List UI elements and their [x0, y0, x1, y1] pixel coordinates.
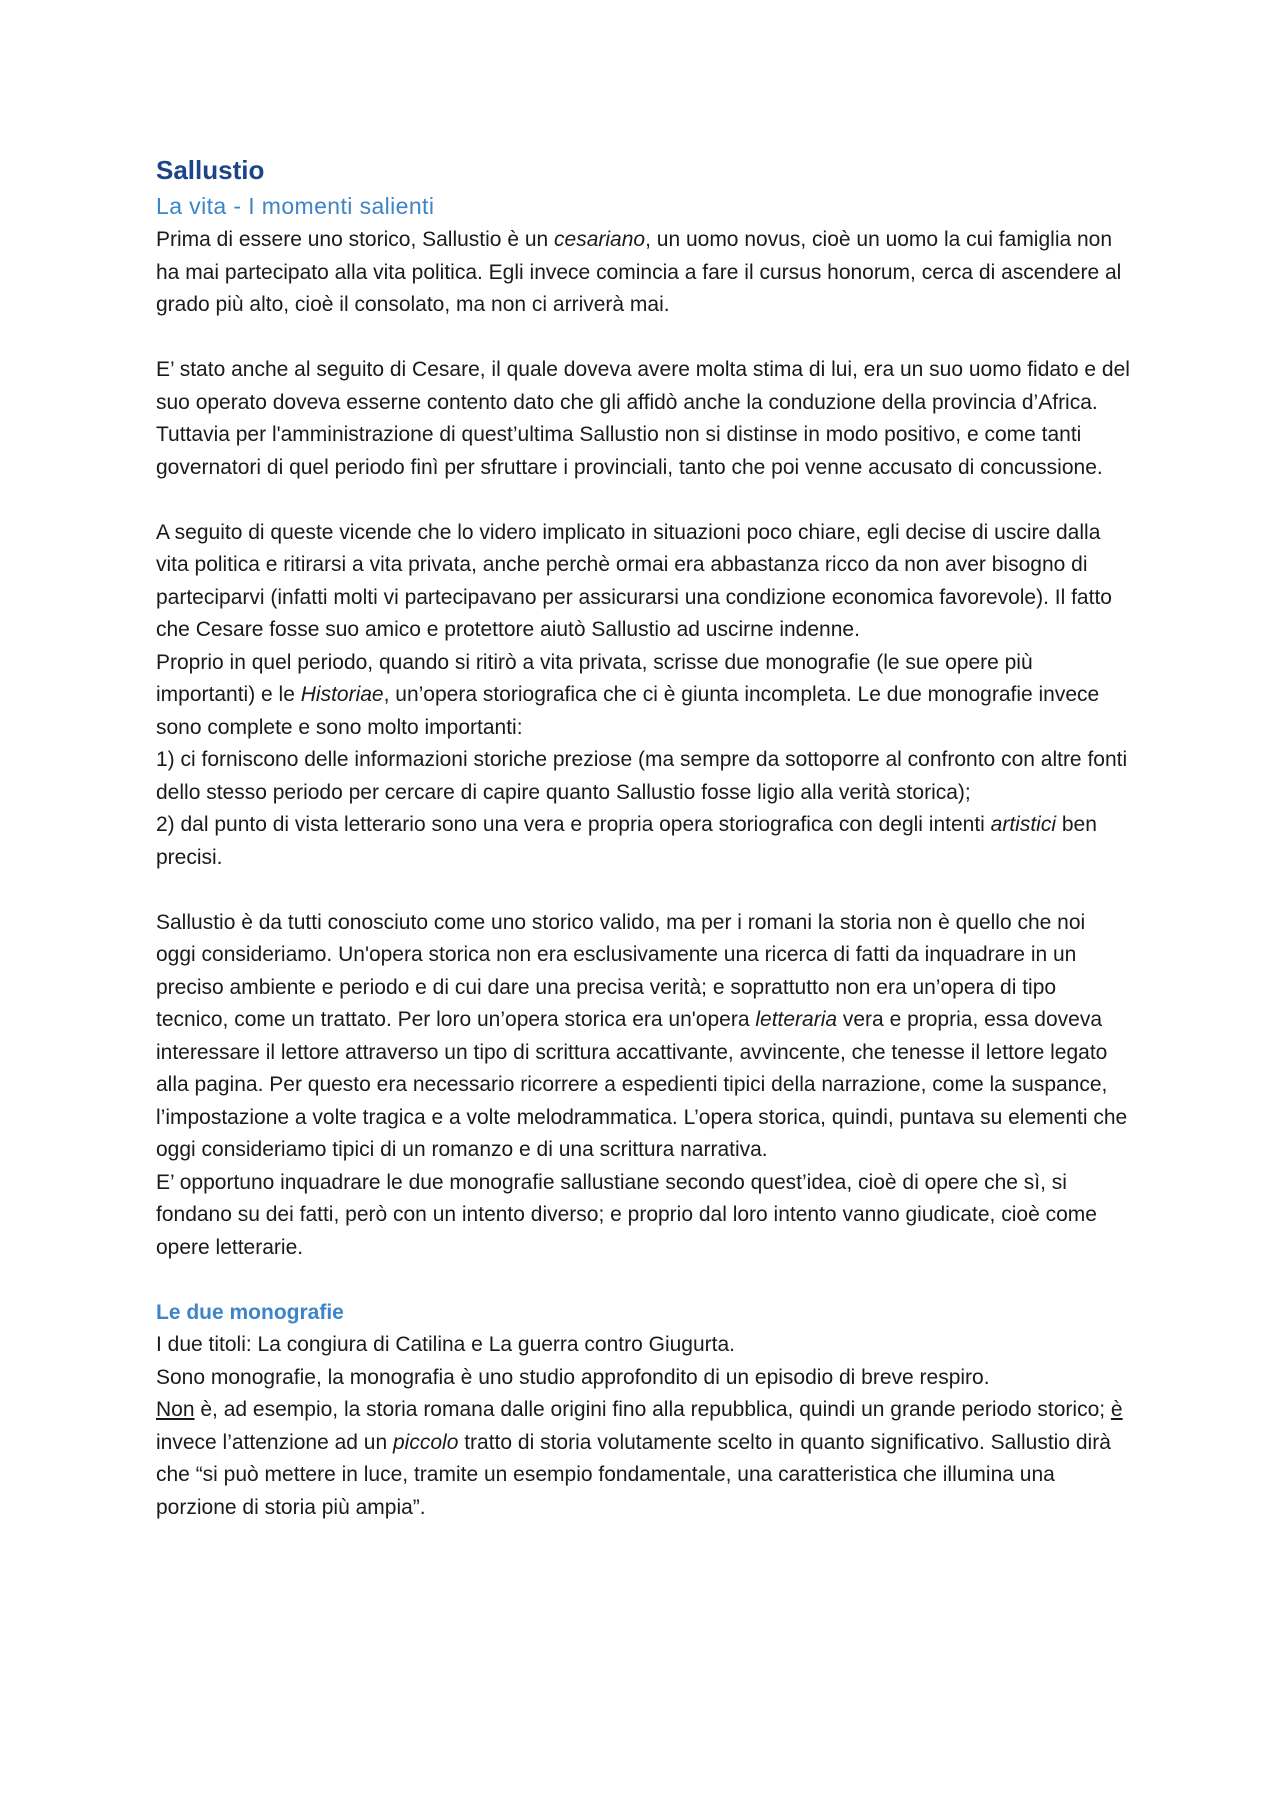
text-run: Proprio in quel periodo, quando si ritirò a vita privata, scrisse due monografie (le sue opere più importanti) e le — [156, 650, 1033, 706]
document-title: Sallustio — [156, 155, 265, 185]
paragraph-2: E’ stato anche al seguito di Cesare, il quale doveva avere molta stima di lui, era un suo uomo fidato e del suo operato doveva esserne contento dato che gli affidò anche la conduzione della provincia d’Africa. Tuttavia per l'amministrazione di quest’ultima Sallustio non si distinse in modo positivo, e come tanti governatori di quel periodo finì per sfruttare i provinciali, tanto che poi venne accusato di concussione. — [156, 358, 1130, 479]
spacer — [156, 322, 1130, 355]
text-run: , un uomo novus, cioè un uomo la cui famiglia non ha mai partecipato alla vita politica. Egli invece comincia a fare il cursus honorum, cerca di ascendere al grado più alto, cioè il consolato, ma non ci arriverà mai. — [156, 228, 1122, 316]
text-run: Prima di essere uno storico, Sallustio è un — [156, 228, 555, 251]
paragraph-10: Sono monografie, la monografia è uno studio approfondito di un episodio di breve respiro. — [156, 1365, 990, 1389]
list-item-2 — [156, 809, 1130, 874]
underlined-run: è — [1110, 1398, 1123, 1421]
text-run: 2) dal punto di vista letterario sono una vera e propria opera storiografica con degli intenti — [156, 813, 991, 836]
italic-run: piccolo — [393, 1430, 459, 1454]
spacer — [156, 484, 1130, 517]
paragraph-11 — [156, 1394, 1130, 1524]
text-run: tratto di storia volutamente scelto in quanto significativo. Sallustio dirà che “si può mettere in luce, tramite un esempio fondamentale, una caratteristica che illumina una porzione di storia più ampia”. — [156, 1430, 1111, 1519]
text-run: ben precisi. — [156, 813, 1097, 869]
text-run: Sallustio è da tutti conosciuto come uno storico valido, ma per i romani la storia non è quello che noi oggi consideriamo. Un'opera storica non era esclusivamente una ricerca di fatti da inquadrare in un preciso ambiente e periodo e di cui dare una precisa verità; e soprattutto non era un’opera di tipo tecnico, come un trattato. Per loro un’opera storica era un'opera — [156, 910, 1086, 1031]
section-heading-monografie: Le due monografie — [156, 1300, 344, 1324]
spacer — [156, 1264, 1130, 1297]
paragraph-3: A seguito di queste vicende che lo videro implicato in situazioni poco chiare, egli decise di uscire dalla vita politica e ritirarsi a vita privata, anche perchè ormai era abbastanza ricco da non aver bisogno di parteciparvi (infatti molti vi partecipavano per assicurarsi una condizione economica favorevole). Il fatto che Cesare fosse suo amico e protettore aiutò Sallustio ad uscirne indenne. — [156, 520, 1112, 641]
italic-run: cesariano — [554, 228, 646, 251]
underlined-run: Non — [156, 1398, 195, 1421]
section-heading-vita: La vita - I momenti salienti — [156, 193, 435, 219]
text-run: invece l’attenzione ad un — [156, 1430, 393, 1454]
italic-run: artistici — [990, 813, 1057, 836]
paragraph-1 — [156, 224, 1130, 322]
paragraph-7 — [156, 907, 1130, 1167]
text-run: vera e propria, essa doveva interessare il lettore attraverso un tipo di scrittura accattivante, avvincente, che tenesse il lettore legato alla pagina. Per questo era necessario ricorrere a espedienti tipici della narrazione, come la suspance, l’impostazione a volte tragica e a volte melodrammatica. L’opera storica, quindi, puntava su elementi che oggi consideriamo tipici di un romanzo e di una scrittura narrativa. — [156, 1008, 1128, 1161]
paragraph-4 — [156, 647, 1130, 745]
list-item-1: 1) ci forniscono delle informazioni storiche preziose (ma sempre da sottoporre al confronto con altre fonti dello stesso periodo per cercare di capire quanto Sallustio fosse ligio alla verità storica); — [156, 748, 1128, 804]
italic-run: letteraria — [755, 1008, 838, 1031]
spacer — [156, 874, 1130, 907]
paragraph-9: I due titoli: La congiura di Catilina e La guerra contro Giugurta. — [156, 1333, 736, 1356]
paragraph-8: E’ opportuno inquadrare le due monografie sallustiane secondo quest’idea, cioè di opere che sì, si fondano su dei fatti, però con un intento diverso; e proprio dal loro intento vanno giudicate, cioè come opere letterarie. — [156, 1170, 1097, 1259]
text-run: è, ad esempio, la storia romana dalle origini fino alla repubblica, quindi un grande periodo storico; — [194, 1398, 1111, 1421]
italic-run: Historiae — [300, 683, 384, 706]
text-run: , un’opera storiografica che ci è giunta incompleta. Le due monografie invece sono complete e sono molto importanti: — [156, 683, 1100, 739]
